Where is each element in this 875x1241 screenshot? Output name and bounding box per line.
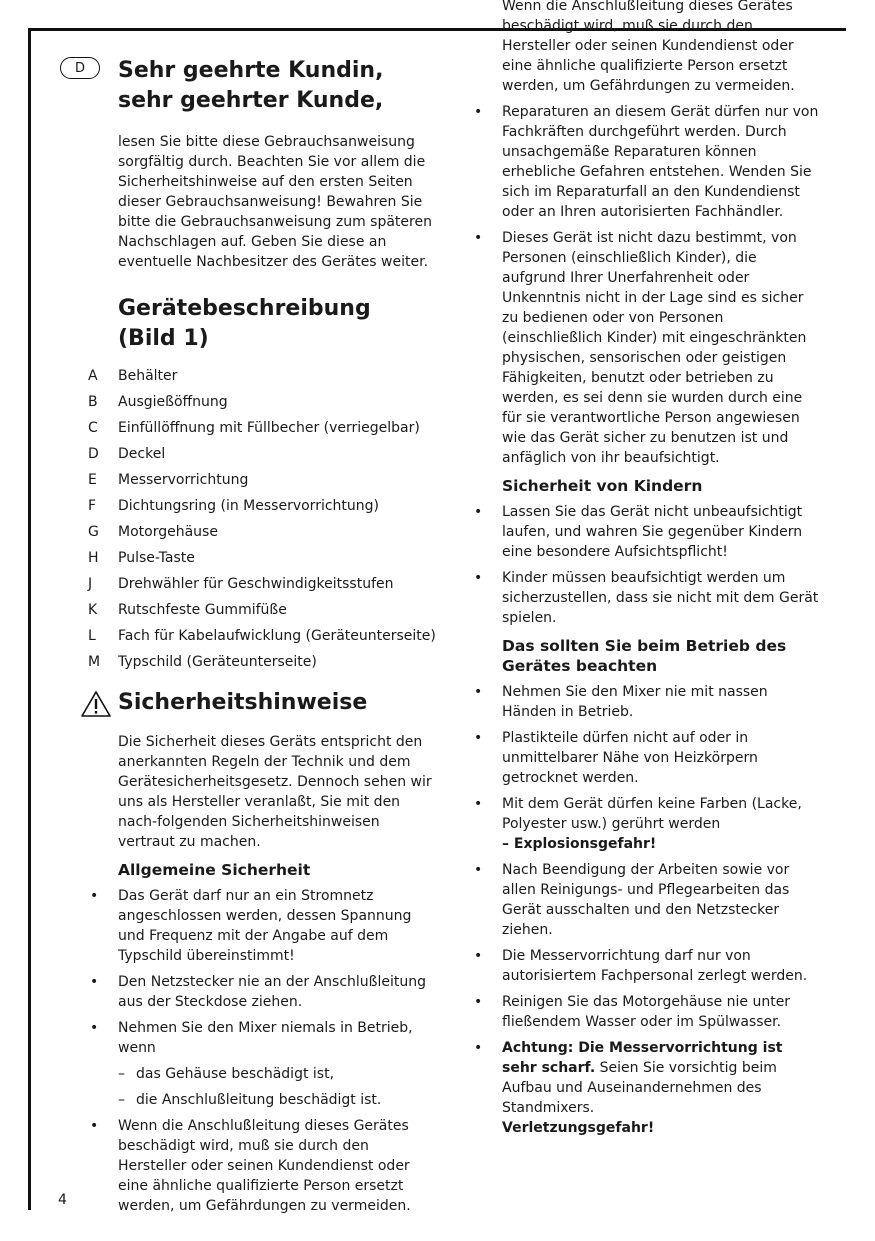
list-item <box>474 228 820 468</box>
dash-item <box>118 1090 436 1110</box>
operation-heading: Das sollten Sie beim Betrieb des Gerätes beachten <box>502 637 787 675</box>
greeting-body: lesen Sie bitte diese Gebrauchsanweisung sorgfältig durch. Beachten Sie vor allem die Sicherheitshinweise auf den ersten Seiten dieser Gebrauchsanweisung! Bewahren Sie bitte die Gebrauchsanweisung zum späteren Nachschlagen auf. Geben Sie diese an eventuelle Nachbesitzer des Gerätes weiter. <box>118 134 432 270</box>
bullet-icon: • <box>474 230 483 246</box>
list-item <box>474 502 820 562</box>
part-label: Ausgießöffnung <box>118 394 228 410</box>
bullet-icon: • <box>474 862 483 878</box>
safety-intro: Die Sicherheit dieses Geräts entspricht den anerkannten Regeln der Technik und dem Gerätesicherheitsgesetz. Dennoch sehen wir uns als Hersteller veranlaßt, Sie mit den nach-folgenden Sicherheitshinweisen vertraut zu machen. <box>118 734 432 850</box>
list-item <box>474 682 820 722</box>
bullet-icon: • <box>474 730 483 746</box>
bullet-text: Das Gerät darf nur an ein Stromnetz angeschlossen werden, dessen Spannung und Frequenz mit der Angabe auf dem Typschild übereinstimmt! <box>118 888 412 964</box>
list-item <box>90 1018 436 1110</box>
list-item <box>474 992 820 1032</box>
page-number: 4 <box>58 1192 67 1208</box>
list-item <box>90 972 436 1012</box>
list-item <box>88 600 436 626</box>
blade-warning: Achtung: Die Messervorrichtung ist sehr scharf. <box>502 1040 783 1076</box>
list-item <box>474 794 820 854</box>
bullet-text: Dieses Gerät ist nicht dazu bestimmt, von Personen (einschließlich Kinder), die aufgrund Ihrer Unerfahrenheit oder Unkenntnis nicht in der Lage sind es sicher zu bedienen oder von Personen (einschließlich Kinder) mit eingeschränkten physischen, sensorischen oder geistigen Fähigkeiten, benutzt oder betrieben zu werden, es sei denn sie wurden durch eine für sie verantwortliche Person angewiesen wie das Gerät sicher zu benutzen ist und anfäglich von ihr beaufsichtigt. <box>502 230 807 466</box>
injury-warning: Verletzungsgefahr! <box>502 1120 655 1136</box>
safety-title: Sicherheitshinweise <box>118 690 368 715</box>
list-item <box>474 102 820 222</box>
left-rule <box>28 28 31 1210</box>
bullet-text-continued: Wenn die Anschlußleitung dieses Gerätes beschädigt wird, muß sie durch den Hersteller oder seinen Kundendienst oder eine ähnliche qualifizierte Person ersetzt werden, um Gefährdungen zu vermeiden. <box>502 0 795 94</box>
part-label: Rutschfeste Gummifüße <box>118 602 287 618</box>
operation-list <box>474 682 820 1138</box>
bullet-icon: • <box>90 974 99 990</box>
description-title <box>118 294 436 354</box>
list-item <box>88 548 436 574</box>
list-item <box>474 728 820 788</box>
bullet-text: Reinigen Sie das Motorgehäuse nie unter fließendem Wasser oder im Spülwasser. <box>502 994 791 1030</box>
language-badge: D <box>60 57 100 79</box>
general-safety-list <box>90 886 436 1214</box>
bullet-text: Seien Sie vorsichtig beim Aufbau und Auseinandernehmen des Standmixers. <box>502 1060 777 1116</box>
part-label: Messervorrichtung <box>118 472 249 488</box>
continued-text-wrap <box>502 0 820 96</box>
bullet-icon: • <box>474 104 483 120</box>
list-item <box>88 496 436 522</box>
bullet-icon: • <box>474 504 483 520</box>
part-letter: G <box>88 524 99 540</box>
part-label: Einfüllöffnung mit Füllbecher (verriegelbar) <box>118 420 420 436</box>
bullet-text: Nehmen Sie den Mixer nie mit nassen Händen in Betrieb. <box>502 684 768 720</box>
part-label: Drehwähler für Geschwindigkeitsstufen <box>118 576 394 592</box>
description-title-line2: (Bild 1) <box>118 326 209 351</box>
part-letter: M <box>88 654 101 670</box>
part-label: Fach für Kabelaufwicklung (Geräteunterseite) <box>118 628 436 644</box>
list-item <box>88 652 436 678</box>
warning-triangle-icon <box>80 690 112 718</box>
list-item <box>474 1038 820 1138</box>
part-letter: F <box>88 498 97 514</box>
list-item <box>88 626 436 652</box>
list-item <box>88 366 436 392</box>
explosion-warning: – Explosionsgefahr! <box>502 836 657 852</box>
greeting-title-line2: sehr geehrter Kunde, <box>118 88 384 113</box>
greeting-title-line1: Sehr geehrte Kundin, <box>118 58 384 83</box>
list-item <box>88 574 436 600</box>
children-safety-list <box>474 502 820 628</box>
bullet-icon: • <box>90 1118 99 1134</box>
list-item <box>90 886 436 966</box>
bullet-icon: • <box>474 948 483 964</box>
bullet-text: Reparaturen an diesem Gerät dürfen nur von Fachkräften durchgeführt werden. Durch unsachgemäße Reparaturen können erhebliche Gefahren entstehen. Wenden Sie sich im Reparaturfall an den Kundendienst oder an Ihren autorisierten Fachhändler. <box>502 104 819 220</box>
description-title-line1: Gerätebeschreibung <box>118 296 371 321</box>
bullet-text: Den Netzstecker nie an der Anschlußleitung aus der Steckdose ziehen. <box>118 974 427 1010</box>
bullet-icon: • <box>474 684 483 700</box>
part-label: Pulse-Taste <box>118 550 195 566</box>
part-label: Dichtungsring (in Messervorrichtung) <box>118 498 379 514</box>
part-label: Behälter <box>118 368 178 384</box>
part-label: Motorgehäuse <box>118 524 218 540</box>
list-item <box>474 946 820 986</box>
bullet-icon: • <box>474 1040 483 1056</box>
general-safety-list-continued <box>474 102 820 468</box>
part-letter: E <box>88 472 97 488</box>
general-safety-heading: Allgemeine Sicherheit <box>118 861 311 879</box>
list-item <box>90 1116 436 1214</box>
bullet-icon: • <box>474 994 483 1010</box>
children-safety-heading: Sicherheit von Kindern <box>502 477 703 495</box>
list-item <box>474 568 820 628</box>
bullet-text-part1: Wenn die Anschlußleitung dieses Gerätes beschädigt wird, muß sie durch den Hersteller oder seinen Kundendienst oder eine ähnliche qualifizierte Person ersetzt werden, um Gefährdungen zu vermeiden. <box>118 1118 411 1214</box>
bullet-icon: • <box>90 1020 99 1036</box>
part-label: Deckel <box>118 446 166 462</box>
bullet-icon: • <box>474 796 483 812</box>
bullet-icon: • <box>90 888 99 904</box>
dash-text: die Anschlußleitung beschädigt ist. <box>136 1092 382 1108</box>
list-item <box>88 470 436 496</box>
list-item <box>88 392 436 418</box>
list-item <box>88 418 436 444</box>
bullet-text: Die Messervorrichtung darf nur von autorisiertem Fachpersonal zerlegt werden. <box>502 948 808 984</box>
dash-text: das Gehäuse beschädigt ist, <box>136 1066 335 1082</box>
list-item <box>88 522 436 548</box>
part-letter: K <box>88 602 98 618</box>
part-letter: C <box>88 420 98 436</box>
part-letter: J <box>88 576 93 592</box>
part-letter: H <box>88 550 99 566</box>
bullet-text: Kinder müssen beaufsichtigt werden um sicherzustellen, dass sie nicht mit dem Gerät spielen. <box>502 570 819 626</box>
part-letter: B <box>88 394 98 410</box>
parts-list <box>88 366 436 678</box>
list-item <box>88 444 436 470</box>
part-letter: D <box>88 446 99 462</box>
part-label: Typschild (Geräteunterseite) <box>118 654 317 670</box>
part-letter: A <box>88 368 98 384</box>
dash-icon: – <box>118 1066 125 1082</box>
left-column <box>88 56 436 1214</box>
bullet-text: Plastikteile dürfen nicht auf oder in unmittelbarer Nähe von Heizkörpern getrocknet werden. <box>502 730 758 786</box>
dash-icon: – <box>118 1092 125 1108</box>
list-item <box>474 860 820 940</box>
bullet-text: Nach Beendigung der Arbeiten sowie vor allen Reinigungs- und Pflegearbeiten das Gerät ausschalten und den Netzstecker ziehen. <box>502 862 790 938</box>
part-letter: L <box>88 628 96 644</box>
bullet-icon: • <box>474 570 483 586</box>
dash-item <box>118 1064 436 1084</box>
bullet-text: Lassen Sie das Gerät nicht unbeaufsichtigt laufen, und wahren Sie gegenüber Kindern eine besondere Aufsichtspflicht! <box>502 504 803 560</box>
greeting-title <box>118 56 436 116</box>
right-column <box>474 0 820 1144</box>
bullet-text: Nehmen Sie den Mixer niemals in Betrieb, wenn <box>118 1020 413 1056</box>
bullet-text: Mit dem Gerät dürfen keine Farben (Lacke, Polyester usw.) gerührt werden <box>502 796 802 832</box>
